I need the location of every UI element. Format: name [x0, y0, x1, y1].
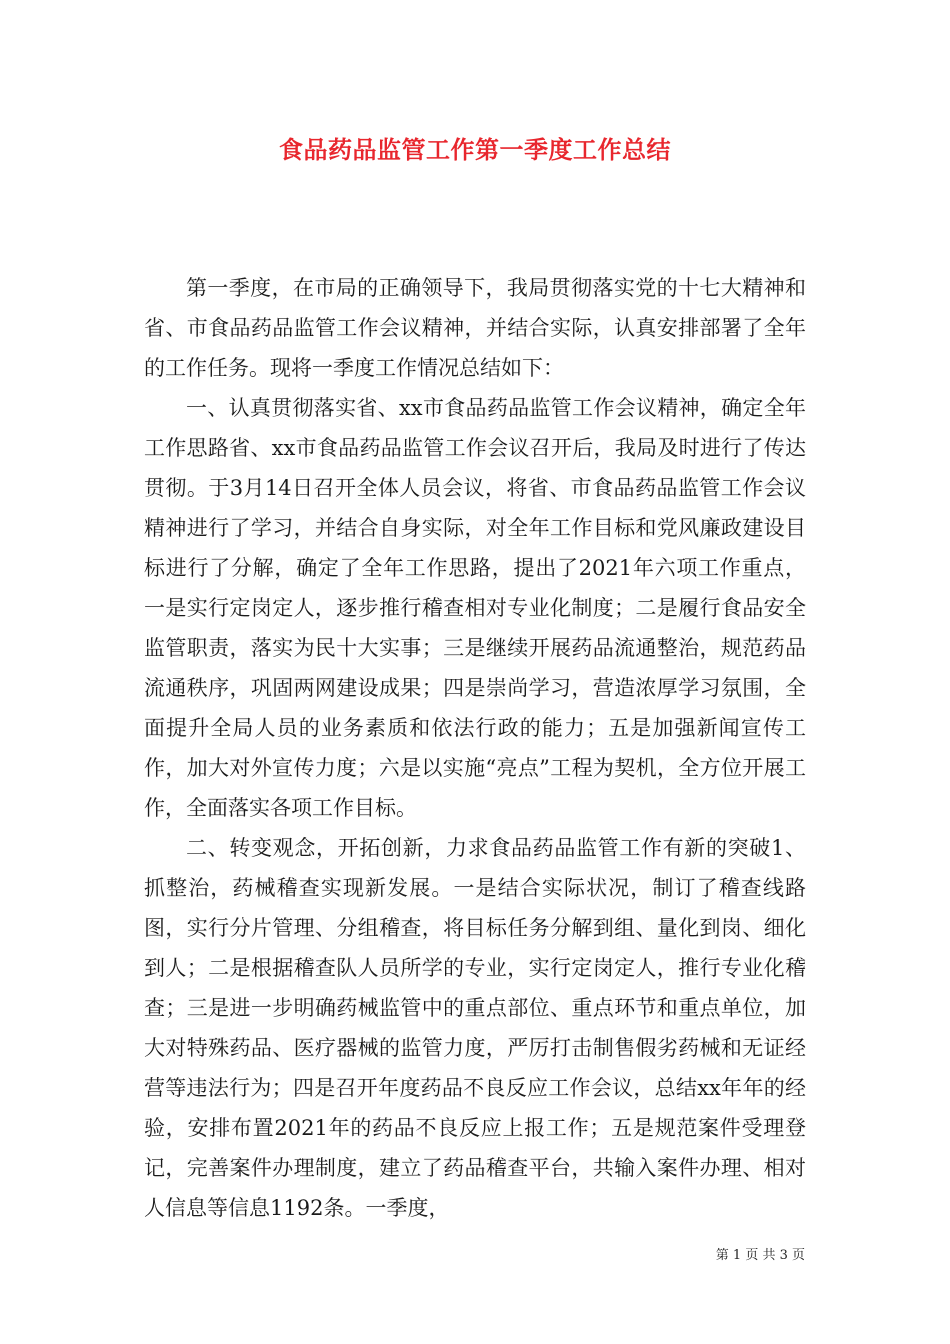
- page-number-footer: 第 1 页 共 3 页: [715, 1248, 805, 1263]
- paragraph-intro: 第一季度，在市局的正确领导下，我局贯彻落实党的十七大精神和省、市食品药品监管工作会议精神，并结合实际，认真安排部署了全年的工作任务。现将一季度工作情况总结如下：: [144, 276, 806, 380]
- paragraph-section-one: 一、认真贯彻落实省、xx市食品药品监管工作会议精神，确定全年工作思路省、xx市食品药品监管工作会议召开后，我局及时进行了传达贯彻。于3月14日召开全体人员会议，将省、市食品药品监管工作会议精神进行了学习，并结合自身实际，对全年工作目标和党风廉政建设目标进行了分解，确定了全年工作思路，提出了2021年六项工作重点，一是实行定岗定人，逐步推行稽查相对专业化制度；二是履行食品安全监管职责，落实为民十大实事；三是继续开展药品流通整治，规范药品流通秩序，巩固两网建设成果；四是崇尚学习，营造浓厚学习氛围，全面提升全局人员的业务素质和依法行政的能力；五是加强新闻宣传工作，加大对外宣传力度；六是以实施“亮点”工程为契机，全方位开展工作，全面落实各项工作目标。: [144, 396, 806, 820]
- document-body: [144, 268, 806, 1228]
- document-title: 食品药品监管工作第一季度工作总结: [279, 135, 671, 164]
- paragraph-section-two: 二、转变观念，开拓创新，力求食品药品监管工作有新的突破1、抓整治，药械稽查实现新发展。一是结合实际状况，制订了稽查线路图，实行分片管理、分组稽查，将目标任务分解到组、量化到岗、细化到人；二是根据稽查队人员所学的专业，实行定岗定人，推行专业化稽查；三是进一步明确药械监管中的重点部位、重点环节和重点单位，加大对特殊药品、医疗器械的监管力度，严厉打击制售假劣药械和无证经营等违法行为；四是召开年度药品不良反应工作会议，总结xx年年的经验，安排布置2021年的药品不良反应上报工作；五是规范案件受理登记，完善案件办理制度，建立了药品稽查平台，共输入案件办理、相对人信息等信息1192条。一季度，: [144, 836, 806, 1220]
